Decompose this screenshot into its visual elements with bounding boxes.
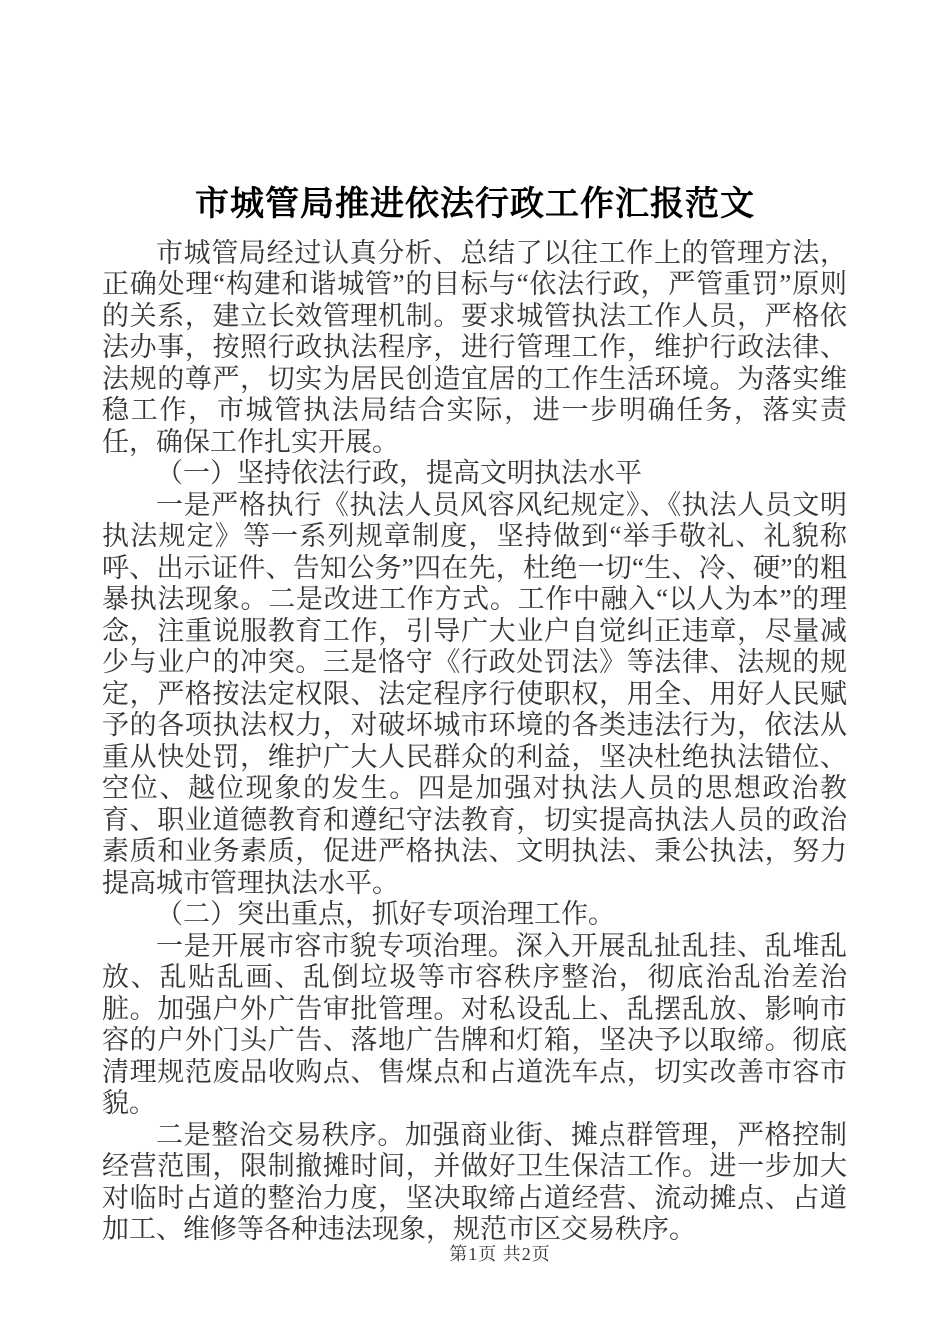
document-body (102, 238, 847, 1246)
paragraph-section-2-body-1: 一是开展市容市貌专项治理。深入开展乱扯乱挂、乱堆乱放、乱贴乱画、乱倒垃圾等市容秩序整治，彻底治乱治差治脏。加强户外广告审批管理。对私设乱上、乱摆乱放、影响市容的户外门头广告、落地广告牌和灯箱，坚决予以取缔。彻底清理规范废品收购点、售煤点和占道洗车点，切实改善市容市貌。 (102, 930, 847, 1119)
paragraph-section-2-heading: （二）突出重点，抓好专项治理工作。 (156, 899, 615, 930)
paragraph-intro: 市城管局经过认真分析、总结了以往工作上的管理方法，正确处理“构建和谐城管”的目标与“依法行政，严管重罚”原则的关系，建立长效管理机制。要求城管执法工作人员，严格依法办事，按照行政执法程序，进行管理工作，维护行政法律、法规的尊严，切实为居民创造宜居的工作生活环境。为落实维稳工作，市城管执法局结合实际，进一步明确任务，落实责任，确保工作扎实开展。 (102, 237, 847, 457)
page-number-label: 第1页 共2页 (449, 1244, 551, 1264)
paragraph-section-1-heading: （一）坚持依法行政，提高文明执法水平 (156, 458, 642, 489)
document-title: 市城管局推进依法行政工作汇报范文 (195, 186, 755, 223)
paragraph-section-1-body: 一是严格执行《执法人员风容风纪规定》、《执法人员文明执法规定》等一系列规章制度，坚持做到“举手敬礼、礼貌称呼、出示证件、告知公务”四在先，杜绝一切“生、冷、硬”的粗暴执法现象。二是改进工作方式。工作中融入“以人为本”的理念，注重说服教育工作，引导广大业户自觉纠正违章，尽量减少与业户的冲突。三是恪守《行政处罚法》等法律、法规的规定，严格按法定权限、法定程序行使职权，用全、用好人民赋予的各项执法权力，对破坏城市环境的各类违法行为，依法从重从快处罚，维护广大人民群众的利益，坚决杜绝执法错位、空位、越位现象的发生。四是加强对执法人员的思想政治教育、职业道德教育和遵纪守法教育，切实提高执法人员的政治素质和业务素质，促进严格执法、文明执法、秉公执法，努力提高城市管理执法水平。 (102, 489, 847, 898)
page-footer (25, 1240, 950, 1266)
paragraph-section-2-body-2: 二是整治交易秩序。加强商业街、摊点群管理，严格控制经营范围，限制撤摊时间，并做好卫生保洁工作。进一步加大对临时占道的整治力度，坚决取缔占道经营、流动摊点、占道加工、维修等各种违法现象，规范市区交易秩序。 (102, 1119, 847, 1245)
